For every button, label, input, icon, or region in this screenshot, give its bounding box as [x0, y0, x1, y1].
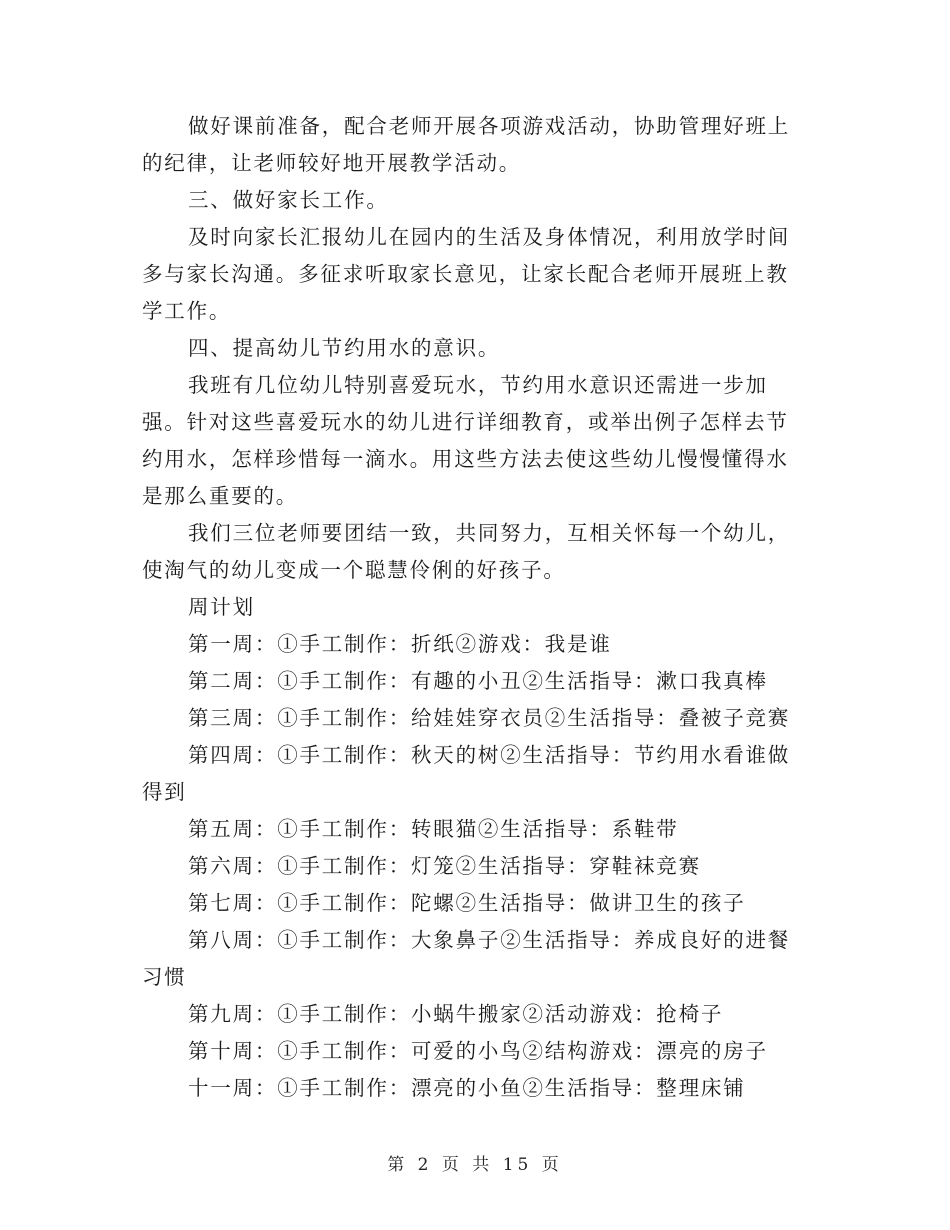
week-plan-item: 第二周：①手工制作：有趣的小丑②生活指导：漱口我真棒 [188, 669, 768, 693]
page-number-footer: 第 2 页 共 15 页 [387, 1155, 563, 1175]
section-heading: 四、提高幼儿节约用水的意识。 [188, 336, 501, 360]
week-plan-item: 第九周：①手工制作：小蜗牛搬家②活动游戏：抢椅子 [188, 1002, 724, 1026]
section-heading: 三、做好家长工作。 [188, 188, 389, 212]
week-plan-item: 第一周：①手工制作：折纸②游戏：我是谁 [188, 632, 612, 656]
week-plan-item: 第六周：①手工制作：灯笼②生活指导：穿鞋袜竞赛 [188, 854, 701, 878]
week-plan-item: 第八周：①手工制作：大象鼻子②生活指导：养成良好的进餐习惯 [142, 928, 791, 989]
paragraph: 做好课前准备，配合老师开展各项游戏活动，协助管理好班上的纪律，让老师较好地开展教学活动。 [142, 114, 791, 175]
weekly-plan-title: 周计划 [188, 595, 255, 619]
paragraph: 我们三位老师要团结一致，共同努力，互相关怀每一个幼儿，使淘气的幼儿变成一个聪慧伶俐的好孩子。 [142, 521, 791, 582]
week-plan-item: 第十周：①手工制作：可爱的小鸟②结构游戏：漂亮的房子 [188, 1039, 768, 1063]
week-plan-item: 第三周：①手工制作：给娃娃穿衣员②生活指导：叠被子竞赛 [188, 706, 791, 730]
paragraph: 及时向家长汇报幼儿在园内的生活及身体情况，利用放学时间多与家长沟通。多征求听取家长意见，让家长配合老师开展班上教学工作。 [142, 225, 791, 323]
week-plan-item: 第四周：①手工制作：秋天的树②生活指导：节约用水看谁做得到 [142, 743, 791, 804]
week-plan-item: 十一周：①手工制作：漂亮的小鱼②生活指导：整理床铺 [188, 1076, 746, 1100]
week-plan-item: 第七周：①手工制作：陀螺②生活指导：做讲卫生的孩子 [188, 891, 746, 915]
week-plan-item: 第五周：①手工制作：转眼猫②生活指导：系鞋带 [188, 817, 679, 841]
paragraph: 我班有几位幼儿特别喜爱玩水，节约用水意识还需进一步加强。针对这些喜爱玩水的幼儿进行详细教育，或举出例子怎样去节约用水，怎样珍惜每一滴水。用这些方法去使这些幼儿慢慢懂得水是那么重要的。 [142, 373, 789, 508]
document-body [142, 108, 810, 1107]
